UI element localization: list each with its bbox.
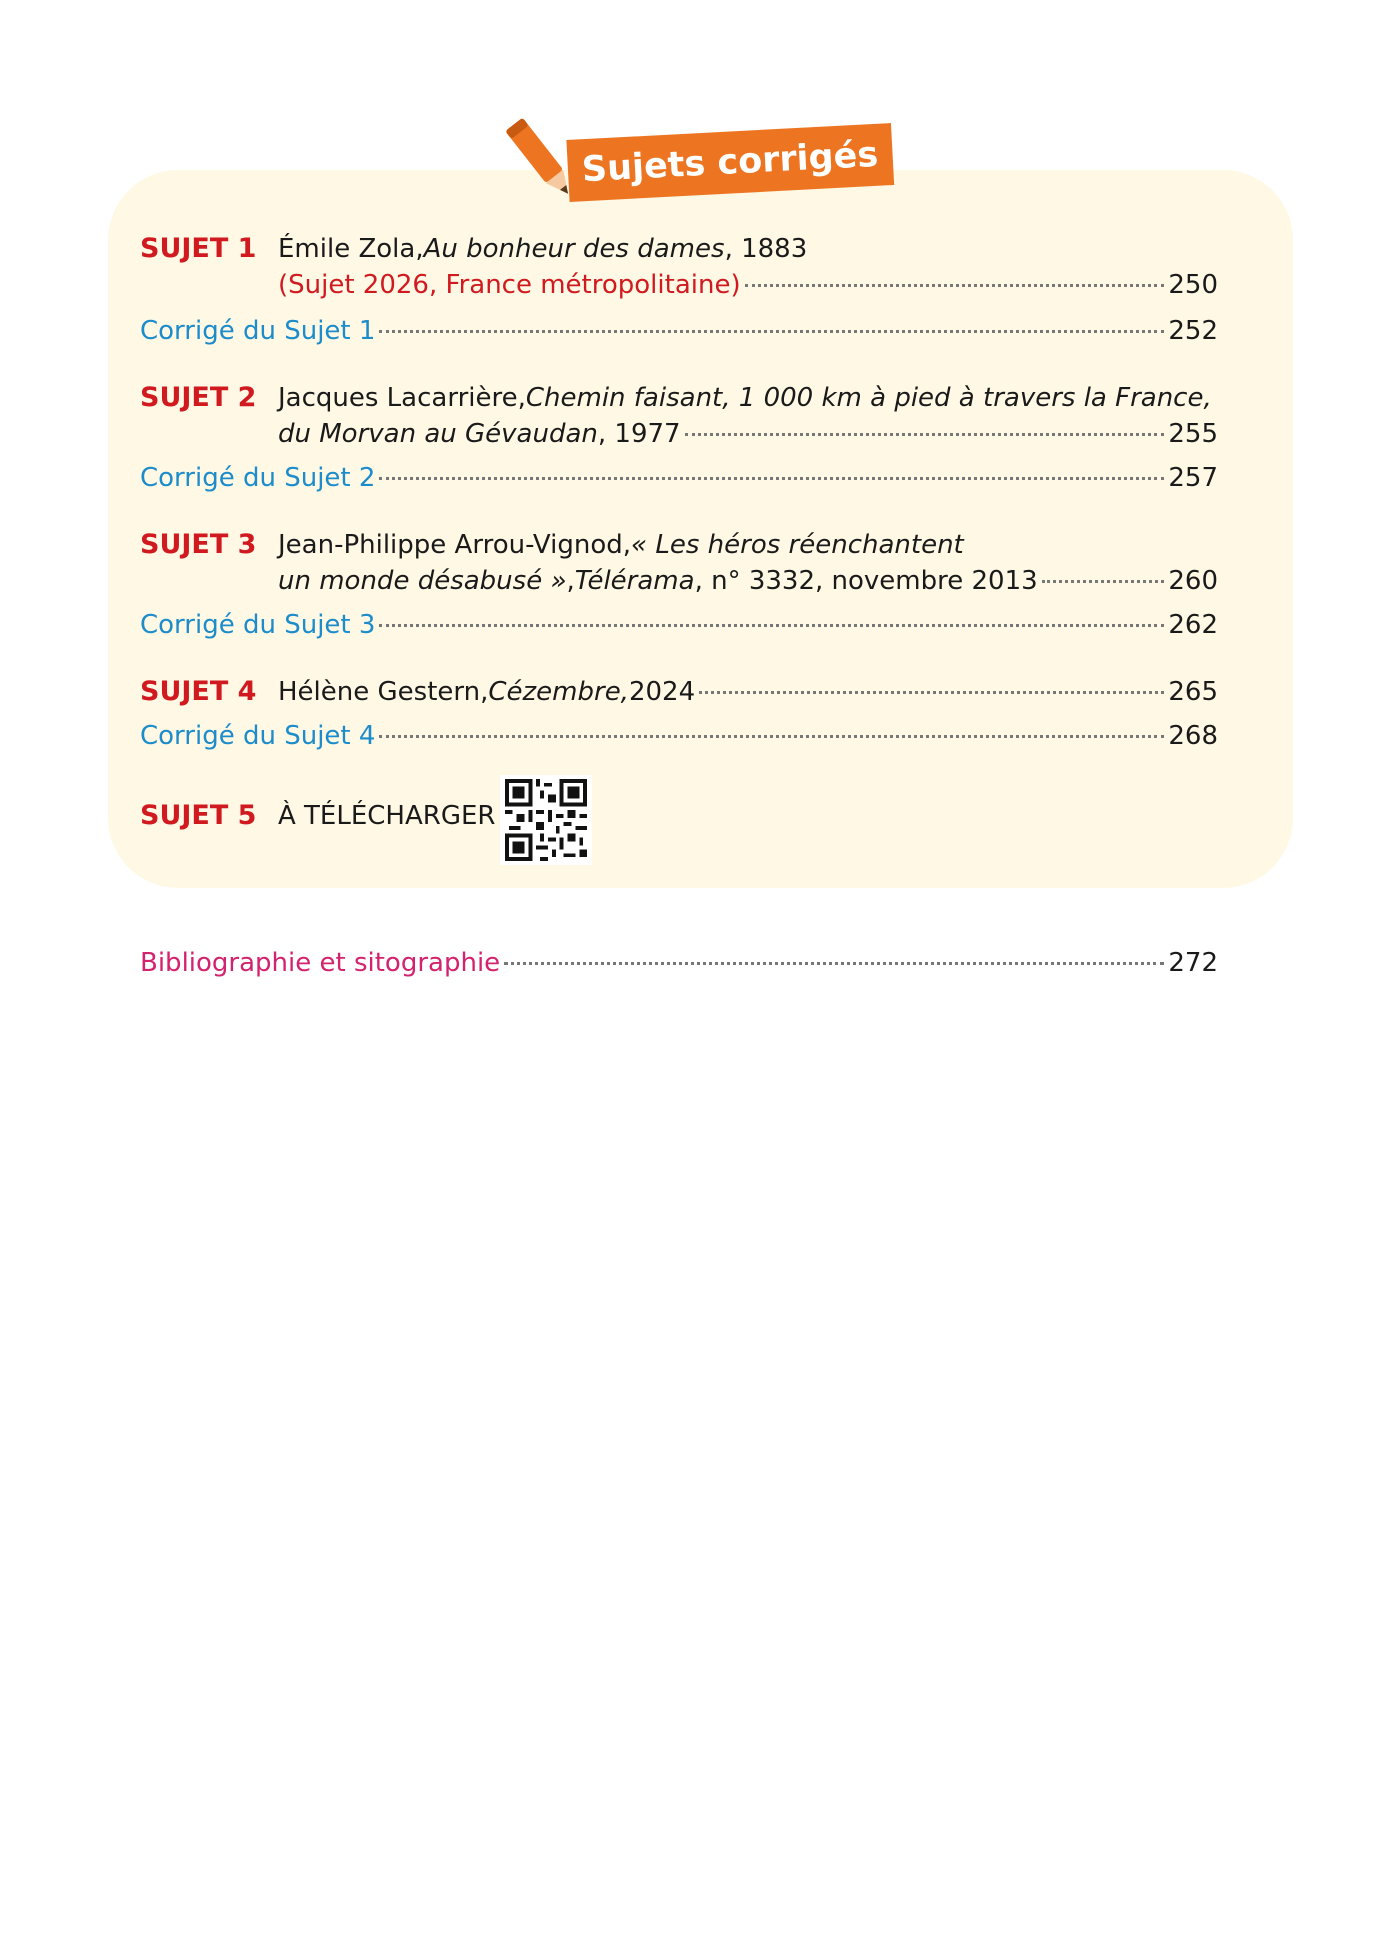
dot-leader <box>699 691 1164 694</box>
work-title: « Les héros réenchantent <box>631 530 964 560</box>
corrige-label: Corrigé du Sujet 1 <box>140 316 376 346</box>
sujet-label: SUJET 1 <box>140 233 257 264</box>
corrige-1-entry[interactable] <box>140 313 1218 349</box>
author: Hélène Gestern <box>278 677 481 707</box>
corrige-label: Corrigé du Sujet 4 <box>140 721 376 751</box>
download-label: À TÉLÉCHARGER <box>278 801 496 831</box>
work-title-cont: du Morvan au Gévaudan <box>278 419 598 449</box>
page-number: 268 <box>1168 721 1218 751</box>
author: Émile Zola <box>278 234 416 264</box>
dot-leader <box>745 284 1165 287</box>
corrige-label: Corrigé du Sujet 3 <box>140 610 376 640</box>
page-number: 272 <box>1168 948 1218 978</box>
page-number: 252 <box>1168 316 1218 346</box>
sujet-label: SUJET 5 <box>140 800 257 831</box>
sujet-1-entry[interactable]: SUJET 1 Émile Zola , Au bonheur des dames , 1883 (Sujet 2026, France métropolitaine) 250 <box>140 231 1218 303</box>
dot-leader <box>379 477 1164 480</box>
sujet-5-entry[interactable] <box>140 798 500 834</box>
work-title: Cézembre, <box>488 677 629 707</box>
page-number: 250 <box>1168 270 1218 300</box>
dot-leader <box>504 962 1164 965</box>
section-title: Sujets corrigés <box>566 123 893 202</box>
corrige-2-entry[interactable] <box>140 460 1218 496</box>
corrige-label: Corrigé du Sujet 2 <box>140 463 376 493</box>
publication: Télérama <box>574 566 695 596</box>
page-number: 255 <box>1168 419 1218 449</box>
work-title: Chemin faisant, 1 000 km à pied à travers la France, <box>525 383 1212 413</box>
bibliography-label: Bibliographie et sitographie <box>140 948 501 978</box>
sujet-label: SUJET 3 <box>140 529 257 560</box>
dot-leader <box>379 624 1164 627</box>
sujet-4-entry[interactable]: SUJET 4 Hélène Gestern , Cézembre, 2024 265 <box>140 674 1218 710</box>
page-number: 262 <box>1168 610 1218 640</box>
page-number: 260 <box>1168 566 1218 596</box>
dot-leader <box>379 330 1164 333</box>
dot-leader <box>685 433 1165 436</box>
corrige-3-entry[interactable] <box>140 607 1218 643</box>
work-title: Au bonheur des dames <box>423 234 725 264</box>
dot-leader <box>1042 580 1165 583</box>
author: Jacques Lacarrière <box>278 383 518 413</box>
page-number: 265 <box>1168 677 1218 707</box>
sujet-3-entry[interactable]: SUJET 3 Jean-Philippe Arrou-Vignod , « Les héros réenchantent un monde désabusé » , Télérama , n° 3332, novembre 2013 260 <box>140 527 1218 599</box>
sujet-label: SUJET 2 <box>140 382 257 413</box>
dot-leader <box>379 735 1164 738</box>
page-number: 257 <box>1168 463 1218 493</box>
corrige-4-entry[interactable] <box>140 718 1218 754</box>
sujet-label: SUJET 4 <box>140 676 257 707</box>
sujet-2-entry[interactable]: SUJET 2 Jacques Lacarrière , Chemin faisant, 1 000 km à pied à travers la France, du Morvan au Gévaudan , 1977 255 <box>140 380 1218 452</box>
bibliography-entry[interactable] <box>140 945 1218 981</box>
exam-source: (Sujet 2026, France métropolitaine) <box>278 270 741 300</box>
work-title-cont: un monde désabusé » <box>278 566 567 596</box>
qr-code-icon[interactable] <box>500 775 592 865</box>
author: Jean-Philippe Arrou-Vignod <box>278 530 623 560</box>
